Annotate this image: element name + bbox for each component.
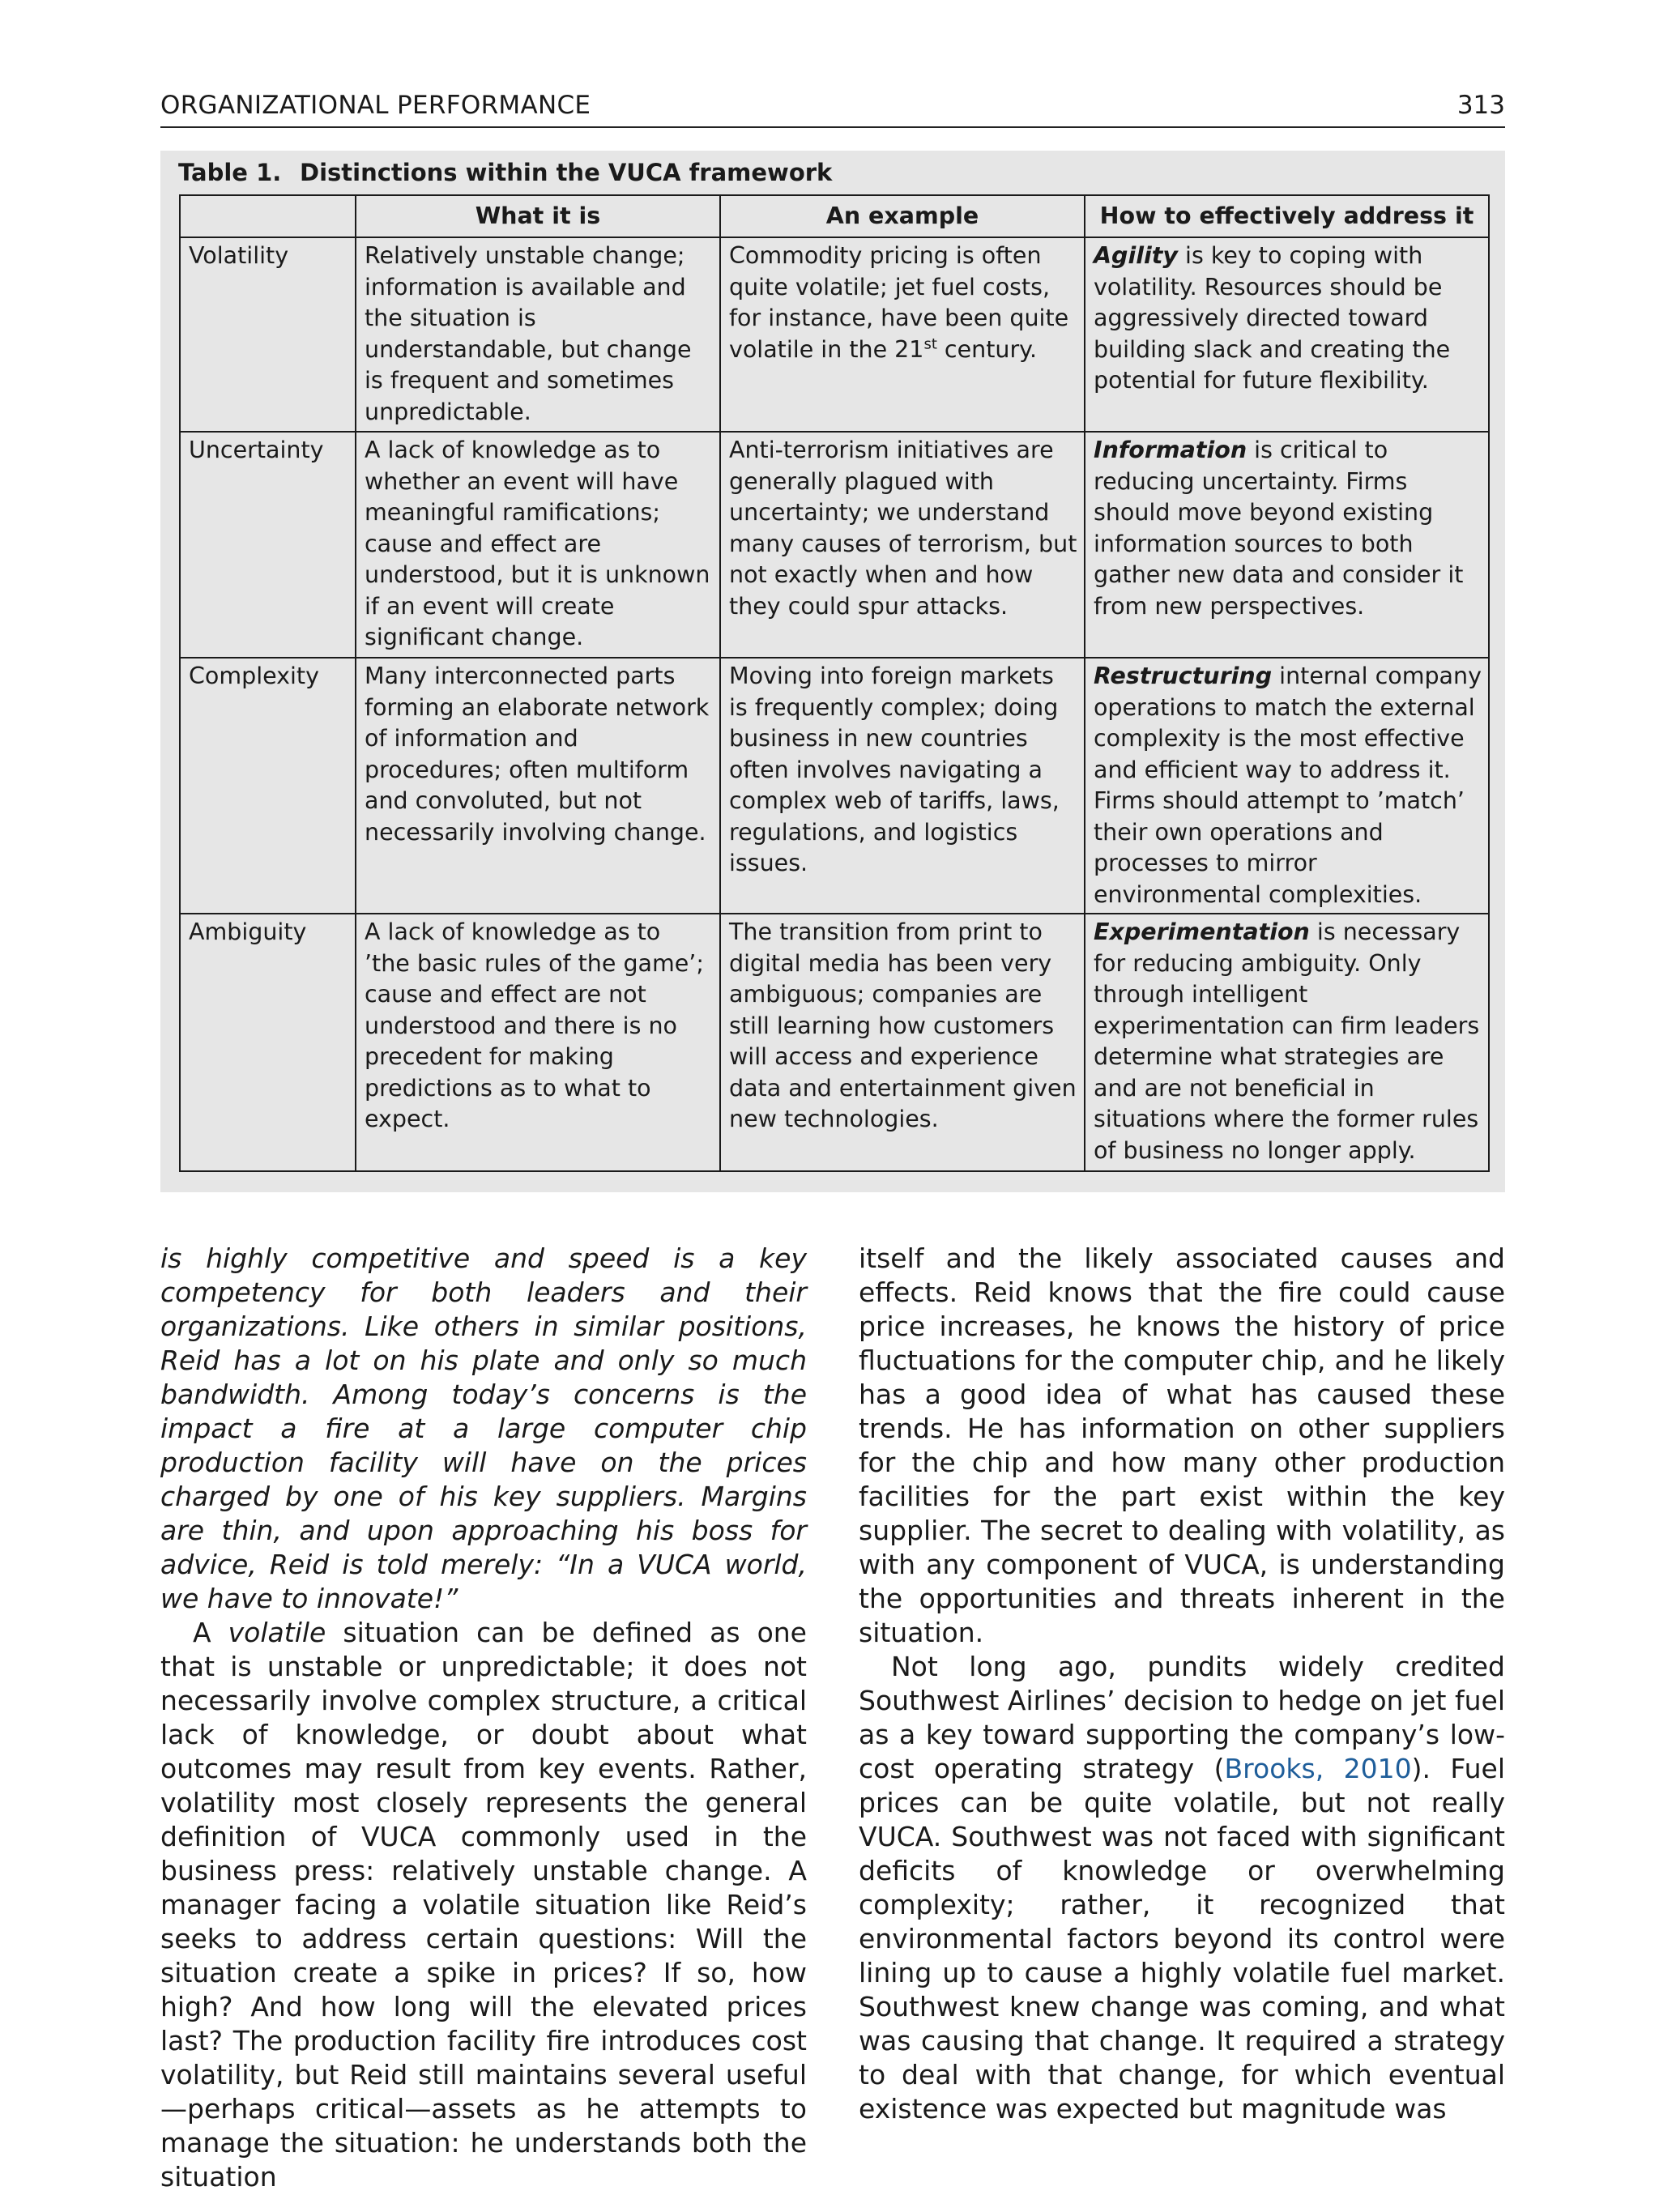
- body-paragraph: [160, 1616, 807, 2194]
- header-cell-example: An example: [720, 195, 1085, 237]
- table-row-complexity: [180, 658, 1489, 914]
- vignette-paragraph: is highly competitive and speed is a key competency for both leaders and their organizations. Like others in similar positions, Reid has a lot on his plate and only so much bandwidth. Among today’s concerns is the impact a fire at a large computer chip production facility will have on the prices charged by one of his key suppliers. Margins are thin, and upon approaching his boss for advice, Reid is told merely: “In a VUCA world, we have to innovate!”: [160, 1242, 807, 1614]
- emphasis-term: volatile: [228, 1617, 326, 1648]
- table-header-row: [180, 195, 1489, 237]
- table-label: Table 1.: [178, 159, 282, 186]
- row-address: [1085, 914, 1489, 1171]
- row-example: [720, 237, 1085, 432]
- row-term: Uncertainty: [180, 432, 356, 658]
- row-example: Anti-terrorism initiatives are generally plagued with uncertainty; we understand many causes of terrorism, but not exactly when and how they could spur attacks.: [720, 432, 1085, 658]
- row-address-keyword: Restructuring: [1094, 663, 1273, 689]
- row-term: Ambiguity: [180, 914, 356, 1171]
- body-text: Not long ago, pundits widely credited Southwest Airlines’ decision to hedge on jet fuel as a key toward supporting the company’s low-cost operating strategy (: [859, 1651, 1505, 1784]
- body-paragraph: itself and the likely associated causes and effects. Reid knows that the fire could cause price increases, he knows the history of price fluctuations for the computer chip, and he likely has a good idea of what has caused these trends. He has information on other suppliers for the chip and how many other production facilities for the part exist within the key supplier. The secret to dealing with volatility, as with any component of VUCA, is understanding the opportunities and threats inherent in the situation.: [859, 1242, 1505, 1648]
- row-address-text: is necessary for reducing ambiguity. Only through intelligent experimentation can firm leaders determine what strategies are and are not beneficial in situations where the former rules of business no longer apply.: [1094, 918, 1480, 1164]
- row-what: Many interconnected parts forming an elaborate network of information and procedures; often multiform and convoluted, but not necessarily involving change.: [356, 658, 720, 914]
- body-text: situation can be defined as one that is unstable or unpredictable; it does not necessarily involve complex structure, a critical lack of knowledge, or doubt about what outcomes may result from key events. Rather, volatility most closely represents the general definition of VUCA commonly used in the business press: relatively unstable change. A manager facing a volatile situation like Reid’s seeks to address certain questions: Will the situation create a spike in prices? If so, how high? And how long will the elevated prices last? The production facility fire introduces cost volatility, but Reid still maintains several useful—perhaps critical—assets as he attempts to manage the situation: he understands both the situation: [160, 1617, 807, 2193]
- running-head: [160, 91, 1505, 128]
- running-title: ORGANIZATIONAL PERFORMANCE: [160, 91, 591, 120]
- row-what: Relatively unstable change; information is available and the situation is understandable, but change is frequent and sometimes unpredictable.: [356, 237, 720, 432]
- body-text: A: [193, 1617, 228, 1648]
- row-address: [1085, 432, 1489, 658]
- body-text: ). Fuel prices can be quite volatile, but not really VUCA. Southwest was not faced with significant deficits of knowledge or overwhelming complexity; rather, it recognized that environmental factors beyond its control were lining up to cause a highly volatile fuel market. Southwest knew change was coming, and what was causing that change. It required a strategy to deal with that change, for which eventual existence was expected but magnitude was: [859, 1753, 1505, 2125]
- table-row-volatility: [180, 237, 1489, 432]
- body-column-left: [160, 1242, 807, 2194]
- row-what: A lack of knowledge as to whether an event will have meaningful ramifications; cause and effect are understood, but it is unknown if an event will create significant change.: [356, 432, 720, 658]
- table-panel: [160, 151, 1505, 1192]
- table-caption: [178, 159, 832, 186]
- superscript: st: [923, 335, 937, 352]
- header-cell-blank: [180, 195, 356, 237]
- body-paragraph: [859, 1650, 1505, 2126]
- table-title: Distinctions within the VUCA framework: [300, 159, 833, 186]
- row-example: The transition from print to digital media has been very ambiguous; companies are still learning how customers will access and experience data and entertainment given new technologies.: [720, 914, 1085, 1171]
- row-term: Complexity: [180, 658, 356, 914]
- row-what: A lack of knowledge as to ’the basic rules of the game’; cause and effect are not understood and there is no precedent for making predictions as to what to expect.: [356, 914, 720, 1171]
- row-term: Volatility: [180, 237, 356, 432]
- row-address: [1085, 658, 1489, 914]
- citation-link[interactable]: Brooks, 2010: [1224, 1753, 1412, 1784]
- row-address-text: internal company operations to match the external complexity is the most effective and efficient way to address it. Firms should attempt to ’match’ their own operations and processes to mirror environmental complexities.: [1094, 663, 1482, 908]
- row-address-keyword: Experimentation: [1094, 918, 1310, 945]
- row-example-text-end: century.: [936, 335, 1038, 363]
- row-address: [1085, 237, 1489, 432]
- row-example-text: Commodity pricing is often quite volatile; jet fuel costs, for instance, have been quite volatile in the 21: [729, 242, 1069, 363]
- row-address-keyword: Agility: [1094, 242, 1178, 269]
- row-address-text: is key to coping with volatility. Resources should be aggressively directed toward building slack and creating the potential for future flexibility.: [1094, 242, 1451, 394]
- vuca-table: [179, 194, 1490, 1172]
- table-row-ambiguity: [180, 914, 1489, 1171]
- row-address-keyword: Information: [1094, 437, 1247, 463]
- table-row-uncertainty: [180, 432, 1489, 658]
- row-example: Moving into foreign markets is frequently complex; doing business in new countries often involves navigating a complex web of tariffs, laws, regulations, and logistics issues.: [720, 658, 1085, 914]
- row-address-text: is critical to reducing uncertainty. Firms should move beyond existing information sources to both gather new data and consider it from new perspectives.: [1094, 437, 1464, 620]
- header-cell-address: How to effectively address it: [1085, 195, 1489, 237]
- header-cell-what: What it is: [356, 195, 720, 237]
- body-column-right: [859, 1242, 1505, 2126]
- page-number: 313: [1456, 91, 1505, 120]
